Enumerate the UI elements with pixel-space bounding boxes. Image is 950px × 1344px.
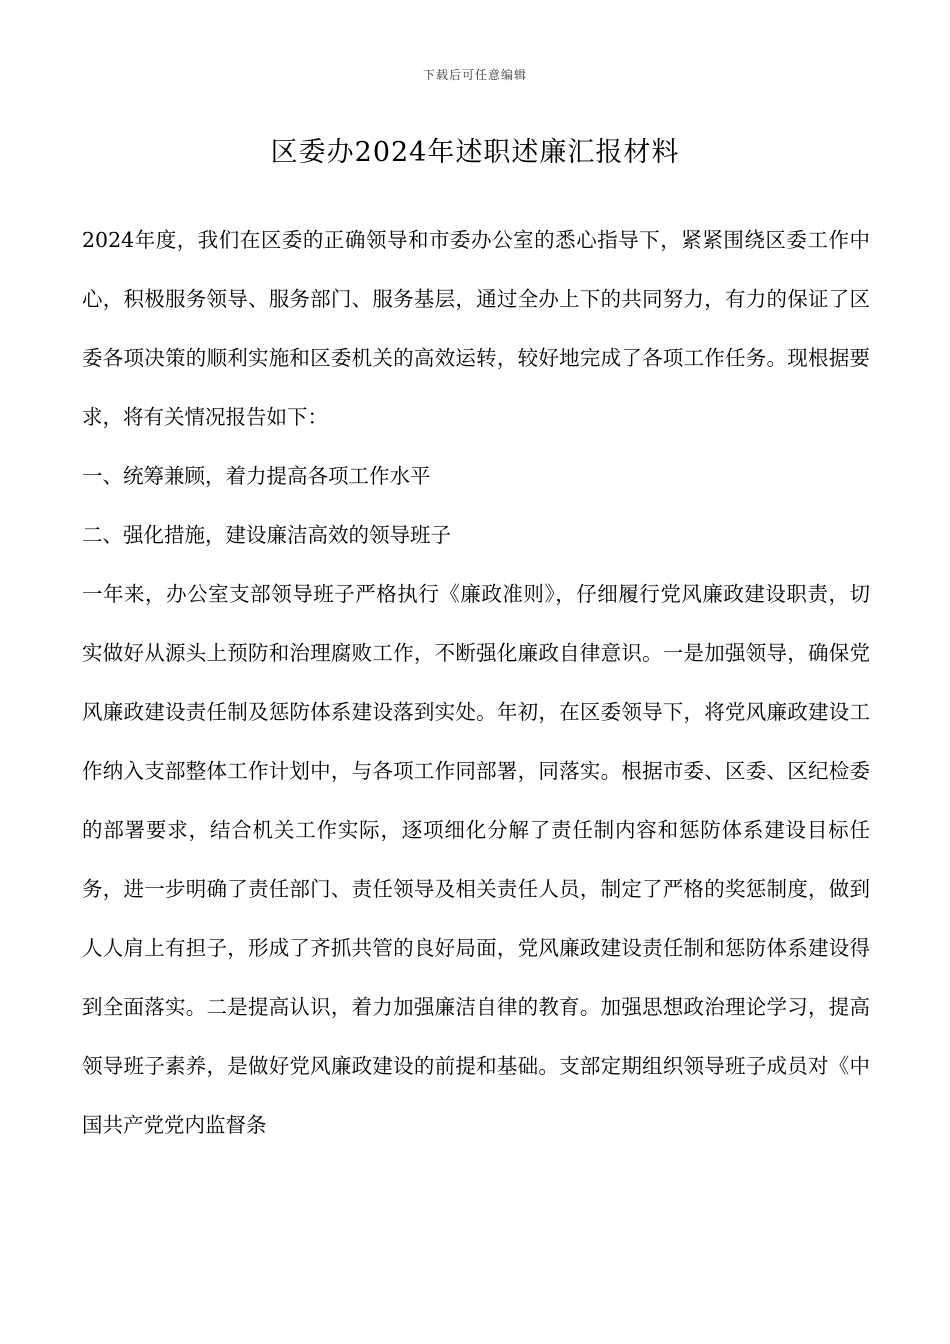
body-paragraph: 一年来，办公室支部领导班子严格执行《廉政准则》，仔细履行党风廉政建设职责，切实做好从源头上预防和治理腐败工作，不断强化廉政自律意识。一是加强领导，确保党风廉政建设责任制及惩防体系建设落到实处。年初，在区委领导下，将党风廉政建设工作纳入支部整体工作计划中，与各项工作同部署，同落实。根据市委、区委、区纪检委的部署要求，结合机关工作实际，逐项细化分解了责任制内容和惩防体系建设目标任务，进一步明确了责任部门、责任领导及相关责任人员，制定了严格的奖惩制度，做到人人肩上有担子，形成了齐抓共管的良好局面，党风廉政建设责任制和惩防体系建设得到全面落实。二是提高认识，着力加强廉洁自律的教育。加强思想政治理论学习，提高领导班子素养，是做好党风廉政建设的前提和基础。支部定期组织领导班子成员对《中国共产党党内监督条 [82, 582, 870, 1137]
section-heading-1: 一、统筹兼顾，着力提高各项工作水平 [82, 464, 431, 488]
header-note: 下载后可任意编辑 [422, 68, 527, 82]
document-body [82, 211, 870, 1155]
intro-paragraph: 2024年度，我们在区委的正确领导和市委办公室的悉心指导下，紧紧围绕区委工作中心，积极服务领导、服务部门、服务基层，通过全办上下的共同努力，有力的保证了区委各项决策的顺利实施和区委机关的高效运转，较好地完成了各项工作任务。现根据要求，将有关情况报告如下： [82, 228, 870, 429]
section-heading-2: 二、强化措施，建设廉洁高效的领导班子 [82, 523, 451, 547]
document-title: 区委办2024年述职述廉汇报材料 [270, 137, 680, 168]
